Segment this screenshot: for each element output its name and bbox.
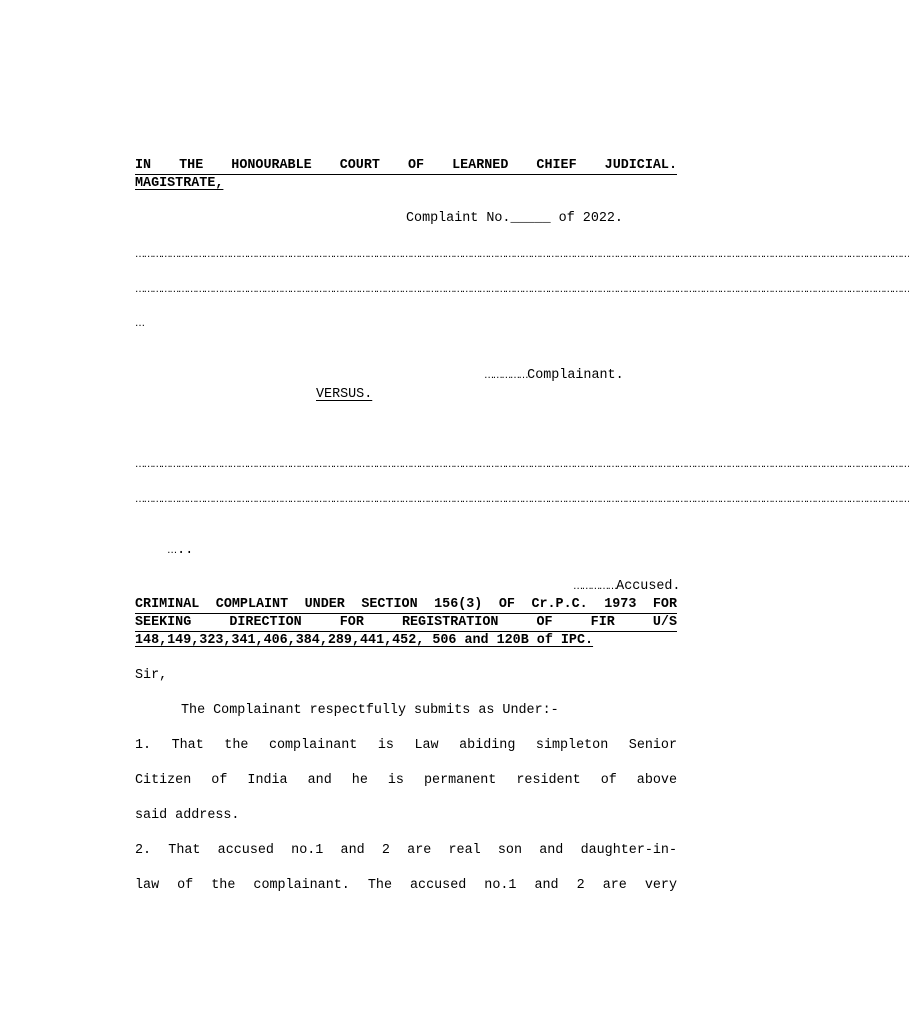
accused-label-dots: ……………: [573, 581, 617, 592]
complainant-label: [452, 352, 624, 400]
accused-dots-period: ..: [177, 543, 194, 558]
complainant-label-dots: ……………: [484, 370, 528, 381]
para1-line2: Citizen of India and he is permanent resident of above: [135, 773, 677, 788]
para2-line1: 2. That accused no.1 and 2 are real son and daughter-in-: [135, 843, 677, 858]
complainant-dots-line1: ………………………………………………………………………………………………………………………………………………………………………………………………………………………………………………: [135, 249, 909, 260]
para1-line3: said address.: [135, 808, 240, 823]
accused-dots-line3: [135, 527, 193, 575]
salutation: Sir,: [135, 668, 168, 683]
intro-text: The Complainant respectfully submits as Under:-: [181, 703, 559, 718]
accused-dots-line2: ………………………………………………………………………………………………………………………………………………………………………………………………………………………………………………: [135, 494, 909, 505]
complaint-number: Complaint No._____ of 2022.: [406, 211, 623, 226]
versus-heading: VERSUS.: [316, 387, 373, 402]
complainant-dots-line3: …: [135, 318, 145, 329]
accused-dots-ellipsis: …: [167, 545, 178, 556]
subject-line1: CRIMINAL COMPLAINT UNDER SECTION 156(3) OF Cr.P.C. 1973 FOR: [135, 597, 677, 612]
para1-line1: 1. That the complainant is Law abiding simpleton Senior: [135, 738, 677, 753]
complainant-label-text: Complainant.: [527, 368, 624, 383]
subject-line2: SEEKING DIRECTION FOR REGISTRATION OF FIR U/S: [135, 615, 677, 630]
accused-dots-line1: ………………………………………………………………………………………………………………………………………………………………………………………………………………………………………………: [135, 459, 909, 470]
subject-line3: 148,149,323,341,406,384,289,441,452, 506 and 120B of IPC.: [135, 633, 594, 648]
accused-label-text: Accused.: [616, 579, 681, 594]
court-heading-line1: IN THE HONOURABLE COURT OF LEARNED CHIEF JUDICIAL.: [135, 158, 677, 173]
complainant-dots-line2: ………………………………………………………………………………………………………………………………………………………………………………………………………………………………………………: [135, 284, 909, 295]
court-heading-line2: MAGISTRATE,: [135, 176, 224, 191]
para2-line2: law of the complainant. The accused no.1 and 2 are very: [135, 878, 677, 893]
